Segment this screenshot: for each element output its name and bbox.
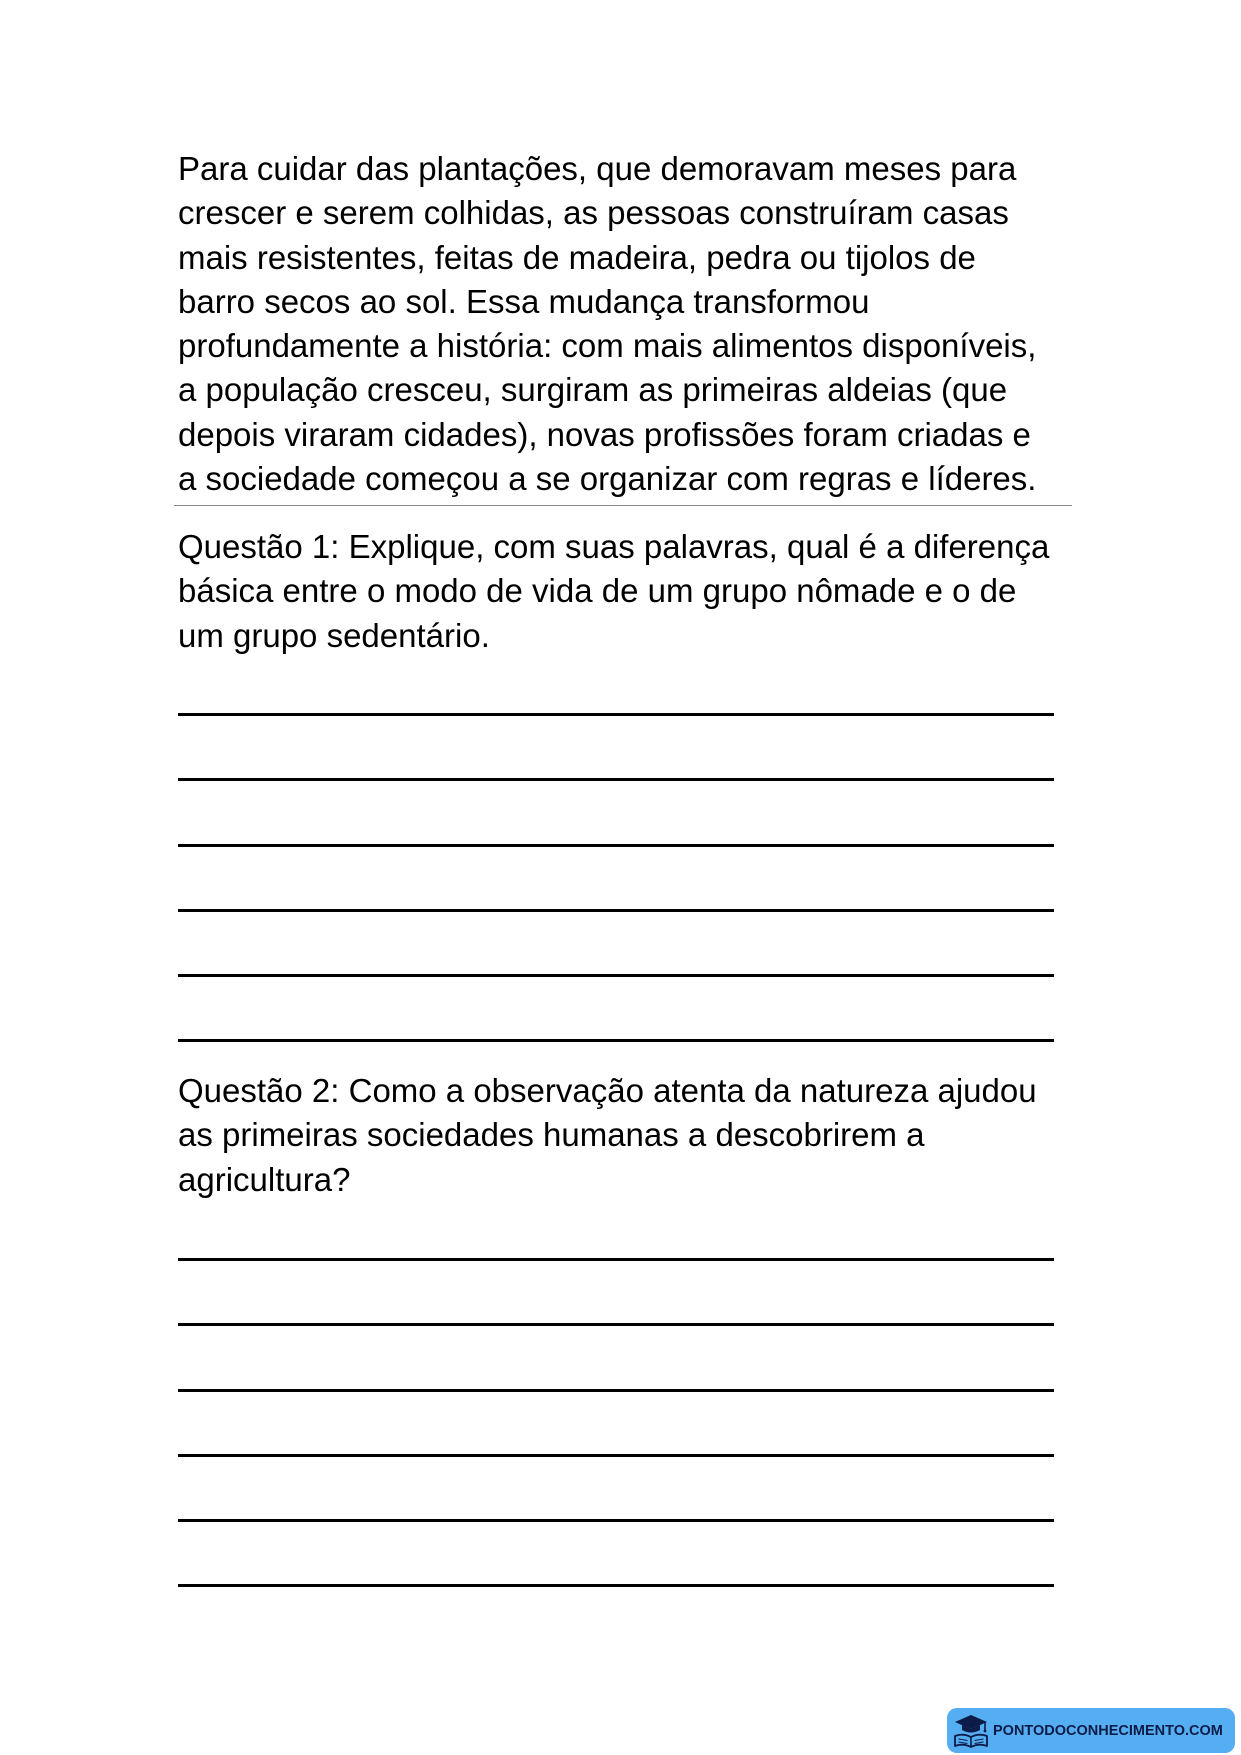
answer-line	[178, 1584, 1054, 1587]
answer-line	[178, 909, 1054, 912]
reading-passage	[178, 147, 1036, 501]
section-divider	[174, 505, 1072, 506]
answer-line	[178, 1039, 1054, 1042]
passage-line: crescer e serem colhidas, as pessoas construíram casas	[178, 194, 1009, 232]
question-1-line: básica entre o modo de vida de um grupo nômade e o de	[178, 572, 1017, 610]
answer-line	[178, 1258, 1054, 1261]
question-2-answer-area	[178, 1258, 1054, 1587]
answer-line	[178, 1389, 1054, 1392]
question-1-line: Questão 1: Explique, com suas palavras, qual é a diferença	[178, 528, 1050, 565]
question-2-line: agricultura?	[178, 1160, 351, 1198]
passage-line: a sociedade começou a se organizar com regras e líderes.	[178, 460, 1037, 498]
answer-line	[178, 974, 1054, 977]
site-name: PONTODOCONHECIMENTO.COM	[993, 1722, 1223, 1739]
answer-line	[178, 1519, 1054, 1522]
passage-line: profundamente a história: com mais alimentos disponíveis,	[178, 327, 1037, 365]
answer-line	[178, 713, 1054, 716]
passage-line: depois viraram cidades), novas profissões foram criadas e	[178, 415, 1031, 453]
passage-line: a população cresceu, surgiram as primeiras aldeias (que	[178, 371, 1008, 409]
graduation-cap-book-icon	[953, 1714, 989, 1748]
passage-line: Para cuidar das plantações, que demoravam meses para	[178, 150, 1017, 187]
answer-line	[178, 1323, 1054, 1326]
answer-line	[178, 844, 1054, 847]
passage-line: barro secos ao sol. Essa mudança transformou	[178, 282, 870, 320]
question-1	[178, 525, 1049, 658]
question-1-line: um grupo sedentário.	[178, 616, 490, 654]
answer-line	[178, 1454, 1054, 1457]
passage-line: mais resistentes, feitas de madeira, pedra ou tijolos de	[178, 238, 976, 276]
question-2-line: Questão 2: Como a observação atenta da natureza ajudou	[178, 1072, 1037, 1109]
question-2	[178, 1069, 1037, 1202]
question-2-line: as primeiras sociedades humanas a descobrirem a	[178, 1116, 925, 1154]
question-1-answer-area	[178, 713, 1054, 1042]
site-badge	[947, 1708, 1235, 1753]
answer-line	[178, 778, 1054, 781]
